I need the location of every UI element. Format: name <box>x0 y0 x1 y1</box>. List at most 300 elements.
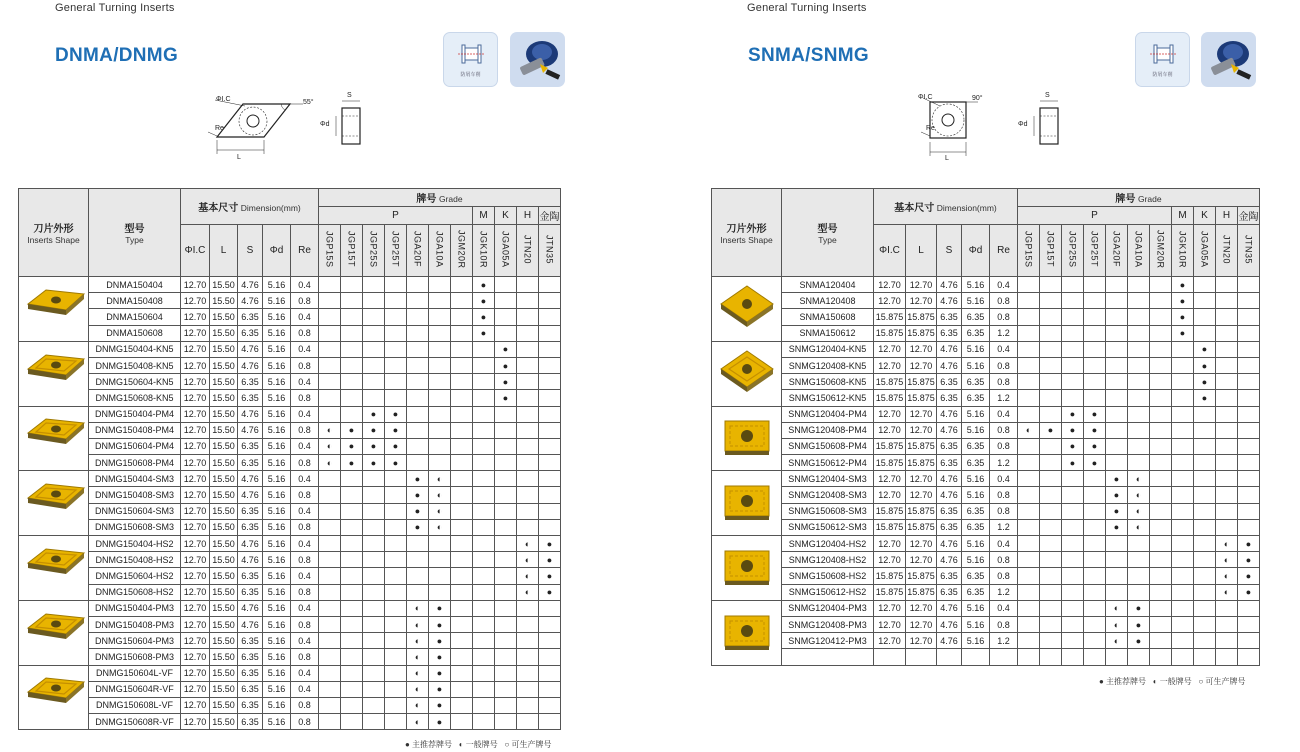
grade-availability-mark <box>1040 325 1062 341</box>
d-value: 5.16 <box>263 552 291 568</box>
grade-availability-mark <box>451 714 473 730</box>
s-value: 6.35 <box>937 325 962 341</box>
grade-code: JGP25S <box>368 231 379 268</box>
grade-availability-mark <box>1216 325 1238 341</box>
grade-availability-mark <box>1084 374 1106 390</box>
grade-availability-mark <box>517 309 539 325</box>
table-row-blank <box>712 649 1260 665</box>
grade-code: JGP15S <box>324 231 335 268</box>
s-value: 6.35 <box>937 438 962 454</box>
grade-availability-mark <box>1216 341 1238 357</box>
grade-availability-mark <box>495 568 517 584</box>
re-value: 0.4 <box>291 600 319 616</box>
re-value: 0.8 <box>990 568 1018 584</box>
grade-availability-mark <box>429 357 451 373</box>
dnmg-pm3-insert-icon <box>19 600 89 665</box>
blank-cell <box>1150 649 1172 665</box>
l-value: 15.50 <box>210 455 238 471</box>
grade-availability-mark <box>319 665 341 681</box>
grade-availability-mark <box>385 519 407 535</box>
grade-availability-mark: ◐ <box>407 616 429 632</box>
header-row <box>19 189 561 207</box>
insert-type: DNMG150408-HS2 <box>89 552 181 568</box>
grade-availability-mark: ● <box>1128 616 1150 632</box>
grade-availability-mark <box>341 487 363 503</box>
grade-code: JTN35 <box>1243 234 1254 264</box>
grade-availability-mark <box>1040 584 1062 600</box>
table-row <box>19 616 561 632</box>
grade-availability-mark: ● <box>1084 406 1106 422</box>
grade-column-header <box>1150 225 1172 277</box>
grade-availability-mark <box>1172 633 1194 649</box>
table-row <box>19 277 561 293</box>
dnmg-sm3-insert-icon <box>19 471 89 536</box>
grade-availability-mark <box>1062 374 1084 390</box>
ic-value: 12.70 <box>181 406 210 422</box>
grade-availability-mark <box>385 649 407 665</box>
ic-value: 12.70 <box>874 422 906 438</box>
grade-availability-mark <box>539 341 561 357</box>
grade-availability-mark <box>385 357 407 373</box>
grade-availability-mark <box>1062 309 1084 325</box>
grade-availability-mark <box>1238 357 1260 373</box>
grade-availability-mark <box>495 584 517 600</box>
d-value: 5.16 <box>962 616 990 632</box>
ic-value: 15.875 <box>874 584 906 600</box>
l-value: 15.50 <box>210 309 238 325</box>
grade-availability-mark <box>1084 519 1106 535</box>
grade-availability-mark: ◐ <box>517 584 539 600</box>
table-row <box>19 600 561 616</box>
grade-availability-mark <box>451 697 473 713</box>
grade-availability-mark <box>319 681 341 697</box>
grade-availability-mark <box>1040 374 1062 390</box>
insert-type: SNMG150608-HS2 <box>782 568 874 584</box>
s-value: 4.76 <box>937 277 962 293</box>
s-value: 4.76 <box>937 293 962 309</box>
grade-availability-mark: ● <box>1062 438 1084 454</box>
s-value: 4.76 <box>238 536 263 552</box>
grade-availability-mark <box>473 471 495 487</box>
grade-availability-mark: ● <box>341 422 363 438</box>
table-row <box>712 600 1260 616</box>
table-row <box>19 584 561 600</box>
grade-availability-mark <box>1150 633 1172 649</box>
grade-availability-mark <box>1216 406 1238 422</box>
ic-value: 12.70 <box>874 341 906 357</box>
grade-availability-mark <box>429 455 451 471</box>
grade-availability-mark <box>1062 503 1084 519</box>
grade-availability-mark <box>319 503 341 519</box>
grade-availability-mark <box>385 633 407 649</box>
grade-availability-mark <box>363 616 385 632</box>
re-value: 0.8 <box>291 616 319 632</box>
grade-availability-mark: ◐ <box>1216 552 1238 568</box>
grade-availability-mark <box>1018 568 1040 584</box>
grade-availability-mark <box>1084 341 1106 357</box>
grade-availability-mark <box>1194 536 1216 552</box>
grade-availability-mark <box>1194 406 1216 422</box>
grade-availability-mark <box>1062 293 1084 309</box>
grade-availability-mark <box>539 406 561 422</box>
insert-type: DNMG150404-PM3 <box>89 600 181 616</box>
grade-availability-mark <box>1084 487 1106 503</box>
grade-availability-mark <box>495 422 517 438</box>
ic-value: 12.70 <box>181 665 210 681</box>
s-value: 6.35 <box>238 665 263 681</box>
grade-availability-mark <box>473 341 495 357</box>
grade-availability-mark <box>1216 390 1238 406</box>
grade-availability-mark <box>385 697 407 713</box>
grade-availability-mark: ◐ <box>1128 519 1150 535</box>
grade-availability-mark <box>451 309 473 325</box>
grade-availability-mark <box>1018 503 1040 519</box>
grade-availability-mark <box>1172 568 1194 584</box>
table-row <box>712 519 1260 535</box>
grade-availability-mark <box>407 406 429 422</box>
grade-availability-mark: ● <box>363 422 385 438</box>
grade-availability-mark <box>385 503 407 519</box>
type-header-en: Type <box>818 235 837 245</box>
grade-availability-mark <box>1172 552 1194 568</box>
grade-availability-mark <box>1194 325 1216 341</box>
table-row <box>19 633 561 649</box>
grade-availability-mark <box>1216 519 1238 535</box>
grade-availability-mark <box>451 600 473 616</box>
grade-availability-mark <box>1062 584 1084 600</box>
grade-availability-mark <box>363 293 385 309</box>
insert-type: DNMG150604-PM3 <box>89 633 181 649</box>
grade-code: JGK10R <box>478 230 489 268</box>
grade-availability-mark <box>1216 357 1238 373</box>
s-value: 6.35 <box>937 390 962 406</box>
grade-availability-mark <box>429 390 451 406</box>
dimension-header-zh: 基本尺寸 <box>198 203 239 214</box>
grade-availability-mark <box>1150 455 1172 471</box>
s-value: 4.76 <box>238 487 263 503</box>
l-value: 12.70 <box>906 536 937 552</box>
grade-availability-mark <box>1018 519 1040 535</box>
grade-availability-mark <box>429 374 451 390</box>
table-row <box>712 552 1260 568</box>
d-value: 6.35 <box>962 438 990 454</box>
grade-availability-mark <box>407 390 429 406</box>
grade-availability-mark: ● <box>407 519 429 535</box>
grade-availability-mark <box>1150 616 1172 632</box>
grade-code: JGK10R <box>1177 230 1188 268</box>
grade-availability-mark <box>341 681 363 697</box>
material-group-ceramic: 金陶 <box>1238 207 1260 225</box>
grade-code: JGP25S <box>1067 231 1078 268</box>
d-value: 5.16 <box>263 471 291 487</box>
grade-availability-mark <box>1084 633 1106 649</box>
ic-value: 12.70 <box>874 487 906 503</box>
grade-availability-mark: ● <box>429 633 451 649</box>
l-value: 12.70 <box>906 293 937 309</box>
l-value: 15.50 <box>210 325 238 341</box>
table-row <box>712 309 1260 325</box>
s-value: 4.76 <box>937 357 962 373</box>
grade-availability-mark: ● <box>1106 471 1128 487</box>
grade-availability-mark <box>1216 471 1238 487</box>
dimension-column-header: Φd <box>263 225 291 277</box>
grade-availability-mark: ◐ <box>1216 536 1238 552</box>
grade-availability-mark <box>1062 487 1084 503</box>
material-group-h: H <box>517 207 539 225</box>
ic-value: 12.70 <box>181 714 210 730</box>
grade-availability-mark <box>319 471 341 487</box>
re-value: 0.8 <box>990 552 1018 568</box>
grade-availability-mark <box>1238 341 1260 357</box>
grade-availability-mark: ● <box>407 471 429 487</box>
l-value: 15.875 <box>906 584 937 600</box>
s-value: 6.35 <box>937 519 962 535</box>
grade-code: JGP25T <box>1089 231 1100 268</box>
grade-availability-mark <box>539 649 561 665</box>
grade-availability-mark <box>495 665 517 681</box>
grade-availability-mark <box>1128 406 1150 422</box>
diagram-ic-label: ΦI.C <box>918 94 933 101</box>
grade-availability-mark <box>495 600 517 616</box>
grade-availability-mark <box>539 357 561 373</box>
legend-recommended: ● 主推荐牌号 <box>1099 677 1147 686</box>
grade-availability-mark <box>1238 600 1260 616</box>
insert-type: SNMG150608-PM4 <box>782 438 874 454</box>
snmg-sm3-insert-icon <box>712 471 782 536</box>
grade-availability-mark <box>1106 568 1128 584</box>
d-value: 6.35 <box>962 519 990 535</box>
grade-column-header <box>1194 225 1216 277</box>
insert-type: SNMG120408-HS2 <box>782 552 874 568</box>
grade-availability-mark <box>407 277 429 293</box>
ic-value: 12.70 <box>181 681 210 697</box>
grade-availability-mark <box>1194 552 1216 568</box>
grade-availability-mark <box>1040 552 1062 568</box>
grade-availability-mark <box>385 293 407 309</box>
d-value: 5.16 <box>962 406 990 422</box>
re-value: 0.8 <box>291 649 319 665</box>
s-value: 6.35 <box>238 649 263 665</box>
grade-availability-mark <box>385 714 407 730</box>
l-value: 15.875 <box>906 374 937 390</box>
grade-availability-mark <box>385 325 407 341</box>
l-value: 12.70 <box>906 277 937 293</box>
grade-availability-mark <box>341 357 363 373</box>
grade-availability-mark <box>1238 374 1260 390</box>
grade-availability-mark: ● <box>1194 341 1216 357</box>
re-value: 0.8 <box>291 714 319 730</box>
dimension-header-en: Dimension(mm) <box>936 203 997 213</box>
grade-availability-mark <box>1084 357 1106 373</box>
insert-type: DNMG150404-KN5 <box>89 341 181 357</box>
grade-availability-mark: ◐ <box>1018 422 1040 438</box>
grade-availability-mark <box>429 309 451 325</box>
s-value: 6.35 <box>937 584 962 600</box>
dimension-column-header: ΦI.C <box>181 225 210 277</box>
table-row <box>712 293 1260 309</box>
table-row <box>19 519 561 535</box>
grade-availability-mark <box>1172 471 1194 487</box>
table-row <box>712 341 1260 357</box>
l-value: 15.50 <box>210 390 238 406</box>
grade-availability-mark <box>495 487 517 503</box>
dimension-column-header: Re <box>291 225 319 277</box>
s-value: 6.35 <box>238 519 263 535</box>
grade-availability-mark <box>473 697 495 713</box>
grade-availability-mark <box>517 406 539 422</box>
ic-value: 15.875 <box>874 438 906 454</box>
grade-availability-mark <box>1150 390 1172 406</box>
grade-availability-mark <box>1018 277 1040 293</box>
insert-type: SNMA120404 <box>782 277 874 293</box>
grade-availability-mark <box>1238 487 1260 503</box>
grade-availability-mark <box>451 374 473 390</box>
grade-availability-mark: ◐ <box>1106 600 1128 616</box>
grade-availability-mark <box>495 633 517 649</box>
grade-availability-mark: ● <box>495 390 517 406</box>
diagram-d-label: Φd <box>1018 121 1028 128</box>
legend-recommended: ● 主推荐牌号 <box>405 740 453 749</box>
grade-availability-mark <box>1194 584 1216 600</box>
grade-availability-mark <box>1150 552 1172 568</box>
table-row <box>712 406 1260 422</box>
insert-type: SNMG120408-PM4 <box>782 422 874 438</box>
grade-availability-mark <box>517 714 539 730</box>
table-row <box>19 438 561 454</box>
grade-availability-mark <box>517 374 539 390</box>
grade-availability-mark: ◐ <box>1128 487 1150 503</box>
grade-availability-mark <box>341 584 363 600</box>
grade-availability-mark <box>1040 536 1062 552</box>
d-value: 6.35 <box>962 374 990 390</box>
d-value: 5.16 <box>263 616 291 632</box>
dimension-column-header: S <box>937 225 962 277</box>
grade-code: JGA10A <box>434 231 445 268</box>
grade-availability-mark <box>517 487 539 503</box>
re-value: 1.2 <box>990 390 1018 406</box>
grade-availability-mark <box>451 455 473 471</box>
grade-availability-mark: ● <box>473 277 495 293</box>
grade-availability-mark: ◐ <box>1106 616 1128 632</box>
dimension-column-header: Φd <box>962 225 990 277</box>
table-row <box>712 325 1260 341</box>
grade-availability-mark <box>1150 471 1172 487</box>
diagram-angle-label: 55° <box>303 99 314 106</box>
grade-availability-mark: ● <box>1062 455 1084 471</box>
d-value: 6.35 <box>962 390 990 406</box>
insert-type: SNMG120408-PM3 <box>782 616 874 632</box>
re-value: 0.4 <box>291 374 319 390</box>
grade-availability-mark <box>1128 568 1150 584</box>
grade-availability-mark: ● <box>1128 600 1150 616</box>
grade-availability-mark <box>1150 600 1172 616</box>
grade-availability-mark <box>1040 277 1062 293</box>
grade-availability-mark <box>1018 309 1040 325</box>
grade-availability-mark <box>1040 293 1062 309</box>
grade-availability-mark <box>385 487 407 503</box>
insert-type: DNMG150608-SM3 <box>89 519 181 535</box>
dnmg-kn5-insert-icon <box>19 341 89 406</box>
grade-availability-mark <box>539 438 561 454</box>
grade-availability-mark <box>319 325 341 341</box>
grade-availability-mark: ● <box>539 568 561 584</box>
grade-availability-mark <box>473 714 495 730</box>
grade-availability-mark <box>495 309 517 325</box>
dnmg-pm4-insert-icon <box>19 406 89 471</box>
grade-availability-mark: ● <box>473 325 495 341</box>
grade-column-header <box>1216 225 1238 277</box>
grade-availability-mark <box>1128 552 1150 568</box>
grade-availability-mark <box>1018 600 1040 616</box>
shape-header-en: Inserts Shape <box>27 235 80 245</box>
re-value: 0.4 <box>990 536 1018 552</box>
grade-availability-mark <box>1084 536 1106 552</box>
l-value: 15.50 <box>210 616 238 632</box>
grade-availability-mark <box>517 341 539 357</box>
grade-availability-mark <box>1238 293 1260 309</box>
snma-plain-insert-icon <box>712 277 782 342</box>
d-value: 5.16 <box>962 293 990 309</box>
grade-availability-mark <box>451 536 473 552</box>
l-value: 12.70 <box>906 487 937 503</box>
s-value: 6.35 <box>238 309 263 325</box>
grade-availability-mark <box>1018 293 1040 309</box>
grade-availability-mark <box>319 649 341 665</box>
re-value: 0.4 <box>990 341 1018 357</box>
s-value: 4.76 <box>937 487 962 503</box>
diagram-l-label: L <box>945 155 949 162</box>
shape-header-zh: 刀片外形 <box>726 224 767 235</box>
grade-availability-mark <box>451 325 473 341</box>
l-value: 12.70 <box>906 471 937 487</box>
grade-availability-mark: ◐ <box>1128 471 1150 487</box>
insert-type: SNMA120408 <box>782 293 874 309</box>
grade-availability-mark: ● <box>1040 422 1062 438</box>
grade-availability-mark <box>1106 552 1128 568</box>
grade-availability-mark <box>1018 357 1040 373</box>
l-value: 15.50 <box>210 422 238 438</box>
s-value: 4.76 <box>238 422 263 438</box>
grade-availability-mark <box>517 390 539 406</box>
type-column-header <box>89 189 181 277</box>
grade-availability-mark: ◐ <box>1216 568 1238 584</box>
insert-type: SNMA150612 <box>782 325 874 341</box>
grade-availability-mark <box>363 309 385 325</box>
grade-availability-mark: ● <box>1106 487 1128 503</box>
ic-value: 12.70 <box>181 309 210 325</box>
insert-dimension-diagram <box>918 92 1078 175</box>
l-value: 15.50 <box>210 341 238 357</box>
grade-availability-mark <box>473 374 495 390</box>
grade-availability-mark <box>1216 455 1238 471</box>
grade-column-header <box>363 225 385 277</box>
grade-availability-mark: ◐ <box>517 536 539 552</box>
grade-availability-mark <box>1194 309 1216 325</box>
grade-availability-mark <box>1084 471 1106 487</box>
grade-availability-mark <box>1040 438 1062 454</box>
grade-availability-mark <box>1150 422 1172 438</box>
table-row <box>712 277 1260 293</box>
insert-type: DNMG150604-HS2 <box>89 568 181 584</box>
l-value: 15.50 <box>210 584 238 600</box>
grade-availability-mark <box>319 600 341 616</box>
grade-availability-mark <box>473 600 495 616</box>
re-value: 1.2 <box>990 325 1018 341</box>
grade-availability-mark <box>385 390 407 406</box>
grade-availability-mark <box>1084 325 1106 341</box>
grade-availability-mark: ● <box>473 293 495 309</box>
grade-availability-mark <box>1040 487 1062 503</box>
